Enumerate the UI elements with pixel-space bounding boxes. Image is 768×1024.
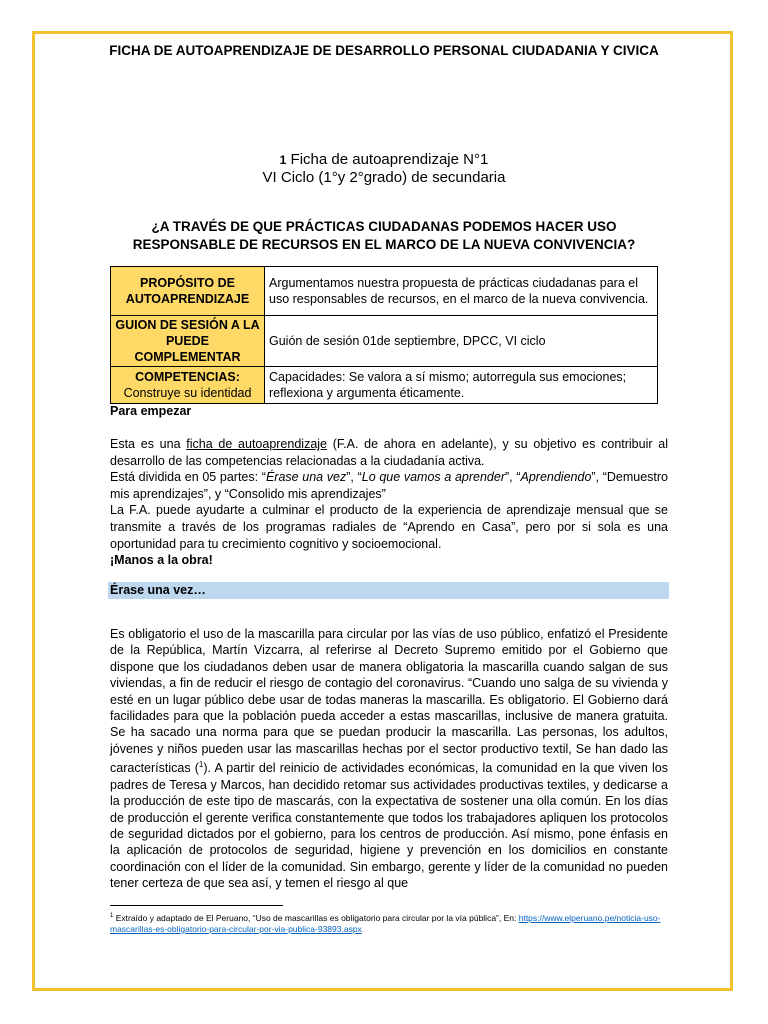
footnote-reference[interactable]: 1 <box>198 760 204 770</box>
text-span: ”, “ <box>505 470 521 485</box>
part-name: Érase una vez <box>265 470 347 485</box>
table-key <box>111 367 265 404</box>
footnote-separator <box>110 905 283 906</box>
table-key-subtitle: Construye su identidad <box>123 386 252 400</box>
table-value: Capacidades: Se valora a sí mismo; autorregula sus emociones; reflexiona y argumenta éticamente. <box>265 367 658 404</box>
text-span: ”, “ <box>346 470 362 485</box>
section-bar-erase-una-vez: Érase una vez… <box>108 582 669 599</box>
intro-paragraph-1 <box>110 436 668 469</box>
subtitle-line-1 <box>34 151 734 168</box>
footnote-number: 1 <box>110 913 114 919</box>
footnote-text: Extraído y adaptado de El Peruano, “Uso de mascarillas es obligatorio para circular por la vía pública”, En: <box>113 912 519 923</box>
story-paragraph <box>110 626 668 892</box>
intro-closing: ¡Manos a la obra! <box>110 553 213 568</box>
guiding-question: ¿A TRAVÉS DE QUE PRÁCTICAS CIUDADANAS PODEMOS HACER USO RESPONSABLE DE RECURSOS EN EL MARCO DE LA NUEVA CONVIVENCIA? <box>132 219 636 252</box>
table-row <box>111 267 658 316</box>
part-name: Aprendiendo <box>520 470 592 485</box>
story-text: Es obligatorio el uso de la mascarilla para circular por las vías de uso público, enfatizó el Presidente de la República, Martín Vizcarra, al referirse al Decreto Supremo emitido por el Gobierno que dispone que los ciudadanos deben usar de manera obligatoria la mascarilla cuando salgan de sus viviendas, a fin de reducir el riesgo de contagio del coronavirus. “Cuando uno salga de su vivienda y esté en un lugar público debe usar de todas maneras la mascarilla. Es obligatorio. El Gobierno dará facilidades para que la población pueda acceder a estas mascarillas, inclusive de manera gratuita. Se ha sacado una norma para que se puedan producir la mascarilla. Las personas, los adultos, jóvenes y niños pueden usar las mascarillas hechas por el sector productivo textil, Se han dado las características ( <box>110 627 668 776</box>
table-row <box>111 316 658 367</box>
table-row <box>111 367 658 404</box>
intro-paragraph-2 <box>110 469 668 502</box>
part-name: Lo que vamos a aprender <box>361 470 506 485</box>
text-span: ”, “Demuestro mis aprendizajes”, y “Consolido mis aprendizajes” <box>110 470 669 501</box>
subtitle-title: Ficha de autoaprendizaje N°1 <box>290 151 489 168</box>
story-text: ). A partir del reinicio de actividades económicas, la comunidad en la que viven los padres de Teresa y Marcos, han decidido retomar sus actividades productivas textiles, y dedicarse a la producción de este tipo de mascarás, con la expectativa de sostener una olla común. En los días de producción el gerente verifica constantemente que todos los trabajadores apliquen los protocolos de seguridad dictados por el gobierno, para los centros de producción. Así mismo, pone énfasis en la aplicación de protocolos de seguridad, higiene y prevención en los domicilios en constante coordinación con el líder de la comunidad. Sin embargo, gerente y líder de la comunidad no pueden tener certeza de que sea así, y temen el riesgo al que <box>110 761 668 891</box>
table-key: PROPÓSITO DE AUTOAPRENDIZAJE <box>111 267 265 316</box>
text-span: (F.A. de ahora en adelante), y su objetivo es contribuir al desarrollo de las competencias relacionadas a la ciudadanía activa. <box>110 437 668 468</box>
table-key-title: COMPETENCIAS: <box>135 370 240 384</box>
intro-heading: Para empezar <box>110 404 192 418</box>
document-header: FICHA DE AUTOAPRENDIZAJE DE DESARROLLO PERSONAL CIUDADANIA Y CIVICA <box>109 43 659 58</box>
text-span: Está dividida en 05 partes: “ <box>110 470 266 485</box>
purpose-table <box>110 266 658 404</box>
text-span: Esta es una <box>110 437 187 451</box>
footnote <box>110 911 668 935</box>
subtitle-number: 1 <box>279 153 287 167</box>
intro-paragraph-3: La F.A. puede ayudarte a culminar el producto de la experiencia de aprendizaje mensual que se transmite a través de los programas radiales de “Aprendo en Casa”, pero por si sola es una oportunidad para tu crecimiento cognitivo y socioemocional. <box>110 503 668 551</box>
fa-definition-term: ficha de autoaprendizaje <box>186 437 327 451</box>
table-value: Argumentamos nuestra propuesta de prácticas ciudadanas para el uso responsables de recursos, en el marco de la nueva convivencia. <box>265 267 658 316</box>
footnote-link[interactable]: https://www.elperuano.pe/noticia-uso-mascarillas-es-obligatorio-para-circular-por-via-publica-93893.aspx <box>110 912 661 934</box>
table-key: GUION DE SESIÓN A LA PUEDE COMPLEMENTAR <box>111 316 265 367</box>
intro-body <box>110 436 668 569</box>
table-value: Guión de sesión 01de septiembre, DPCC, VI ciclo <box>265 316 658 367</box>
subtitle-line-2: VI Ciclo (1°y 2°grado) de secundaria <box>262 169 506 186</box>
